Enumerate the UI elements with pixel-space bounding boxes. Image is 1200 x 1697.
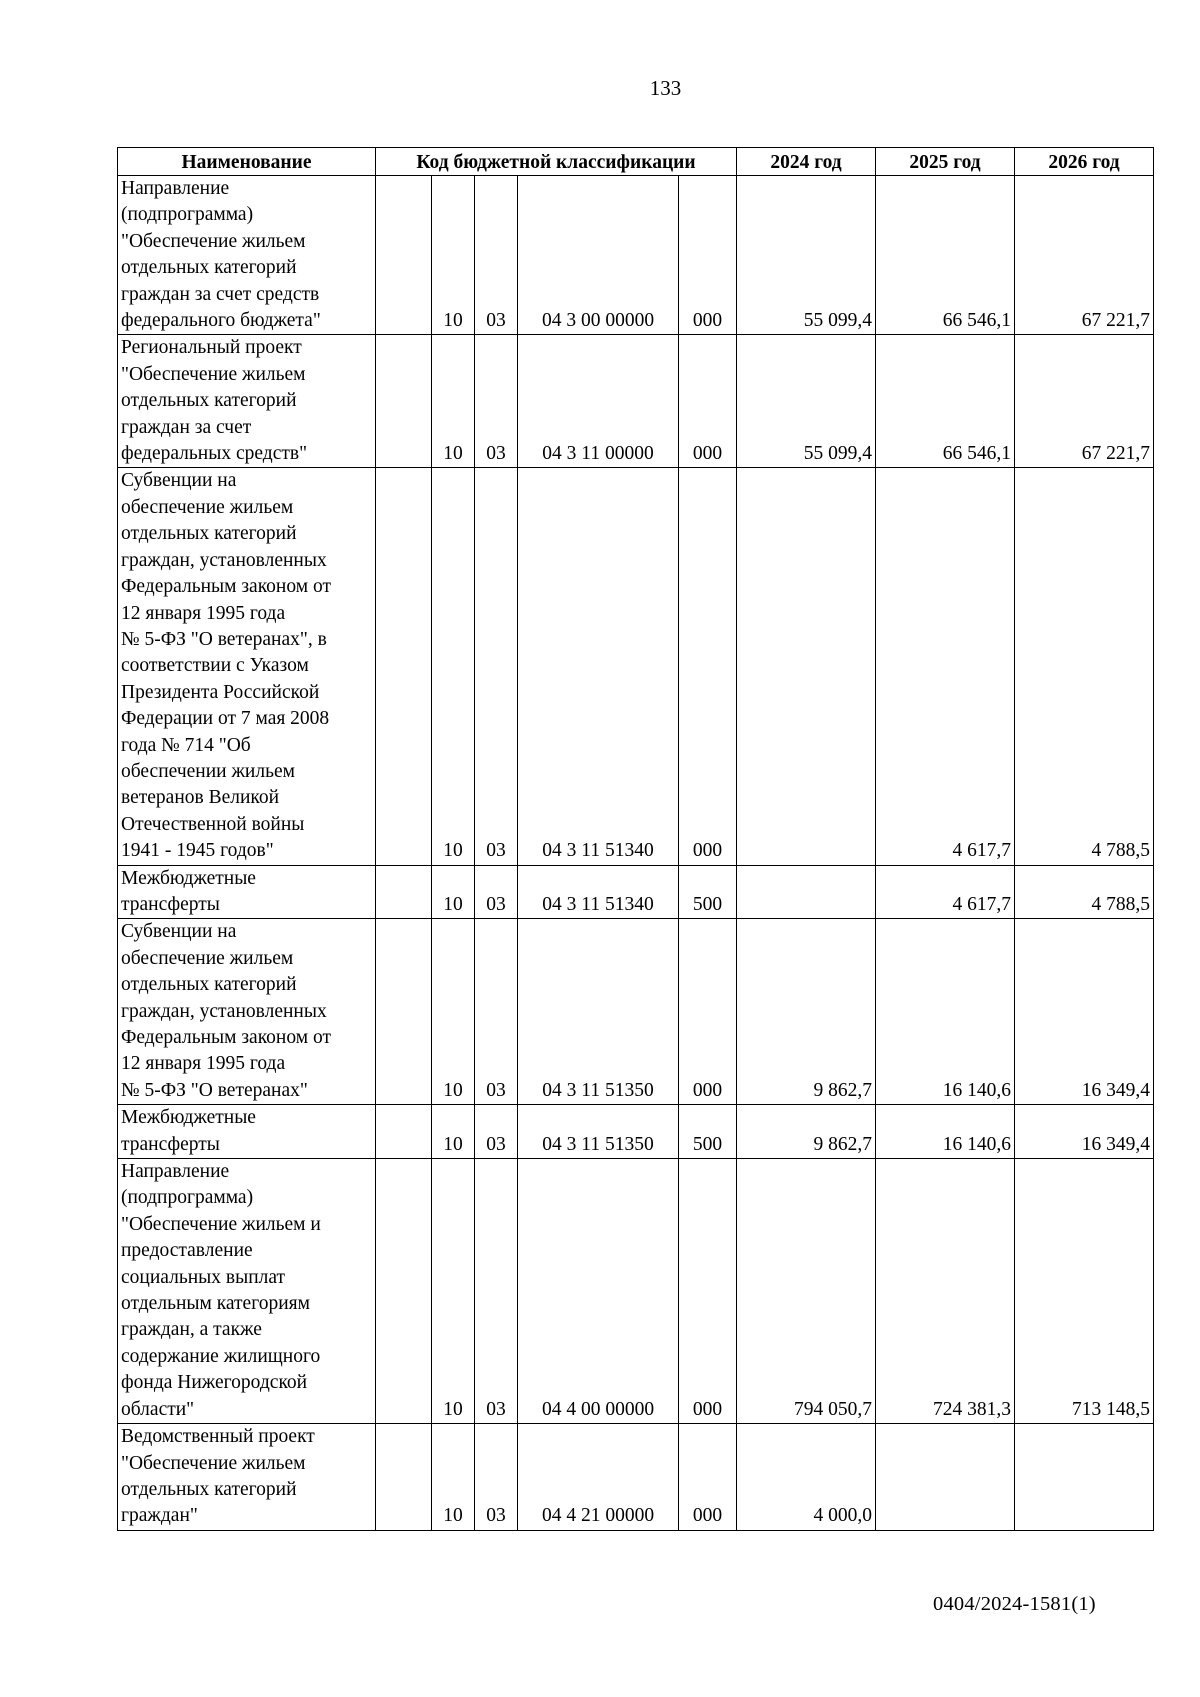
table-body (118, 176, 1154, 1531)
row-name-line: "Обеспечение жильем и (121, 1213, 321, 1235)
row-name-cell (118, 1424, 376, 1531)
row-name-line: Направление (121, 178, 230, 199)
row-name-line: граждан за счет (121, 416, 252, 438)
amount-2025-cell: 66 546,1 (876, 176, 1015, 335)
row-name-line: социальных выплат (121, 1266, 286, 1288)
section-code-cell: 10 (432, 919, 475, 1105)
row-name-line: граждан за счет средств (121, 283, 320, 305)
row-name-line: Межбюджетные (121, 1107, 256, 1129)
row-name-line: обеспечение жильем (121, 947, 294, 969)
subsection-code-cell: 03 (475, 335, 518, 468)
amount-2025-cell: 16 140,6 (876, 1105, 1015, 1159)
target-article-cell: 04 3 11 51340 (518, 865, 679, 919)
section-code-cell: 10 (432, 1105, 475, 1159)
subsection-code-cell: 03 (475, 1424, 518, 1531)
row-name-line: граждан" (121, 1505, 198, 1527)
target-article-cell: 04 3 00 00000 (518, 176, 679, 335)
amount-2024-cell: 9 862,7 (737, 1105, 876, 1159)
row-name-line: Федерации от 7 мая 2008 (121, 708, 330, 730)
amount-2025-cell: 4 617,7 (876, 865, 1015, 919)
row-name-line: граждан, а также (121, 1319, 262, 1341)
subsection-code-cell: 03 (475, 865, 518, 919)
row-name-line: области" (121, 1398, 195, 1420)
table-row (118, 919, 1154, 1105)
expense-type-cell: 500 (679, 865, 737, 919)
header-2026: 2026 год (1015, 148, 1154, 176)
row-name-line: Отечественной войны (121, 813, 305, 835)
row-name-line: "Обеспечение жильем (121, 363, 306, 385)
section-code-cell: 10 (432, 1424, 475, 1531)
code-blank-cell (376, 335, 432, 468)
amount-2026-cell: 4 788,5 (1015, 865, 1154, 919)
row-name-cell (118, 335, 376, 468)
row-name-line: Региональный проект (121, 337, 302, 359)
amount-2025-cell: 4 617,7 (876, 468, 1015, 865)
table-row (118, 468, 1154, 865)
code-blank-cell (376, 176, 432, 335)
code-blank-cell (376, 468, 432, 865)
row-name-cell (118, 1105, 376, 1159)
row-name-line: фонда Нижегородской (121, 1372, 308, 1394)
amount-2026-cell: 67 221,7 (1015, 335, 1154, 468)
subsection-code-cell: 03 (475, 1159, 518, 1424)
row-name-line: № 5-ФЗ "О ветеранах", в (121, 628, 327, 650)
amount-2026-cell: 16 349,4 (1015, 1105, 1154, 1159)
subsection-code-cell: 03 (475, 176, 518, 335)
row-name-line: отдельным категориям (121, 1293, 310, 1315)
target-article-cell: 04 3 11 51350 (518, 1105, 679, 1159)
subsection-code-cell: 03 (475, 1105, 518, 1159)
row-name-line: отдельных категорий (121, 390, 297, 412)
row-name-line: трансферты (121, 1133, 220, 1155)
row-name-cell (118, 176, 376, 335)
row-name-line: "Обеспечение жильем (121, 230, 306, 252)
row-name-line: года № 714 "Об (121, 734, 251, 756)
row-name-line: граждан, установленных (121, 1000, 327, 1022)
amount-2024-cell: 9 862,7 (737, 919, 876, 1105)
expense-type-cell: 500 (679, 1105, 737, 1159)
expense-type-cell: 000 (679, 468, 737, 865)
amount-2025-cell: 66 546,1 (876, 335, 1015, 468)
row-name-line: Субвенции на (121, 921, 237, 943)
target-article-cell: 04 4 21 00000 (518, 1424, 679, 1531)
table-row (118, 1105, 1154, 1159)
document-code: 0404/2024-1581(1) (933, 1593, 1096, 1615)
row-name-line: отдельных категорий (121, 974, 297, 996)
row-name-line: обеспечении жильем (121, 760, 295, 782)
amount-2024-cell: 794 050,7 (737, 1159, 876, 1424)
amount-2024-cell: 55 099,4 (737, 176, 876, 335)
row-name-line: Направление (121, 1161, 230, 1183)
row-name-line: федерального бюджета" (121, 310, 321, 332)
row-name-cell (118, 1159, 376, 1424)
table-row (118, 335, 1154, 468)
row-name-line: предоставление (121, 1240, 253, 1262)
section-code-cell: 10 (432, 865, 475, 919)
row-name-line: "Обеспечение жильем (121, 1452, 306, 1474)
code-blank-cell (376, 865, 432, 919)
subsection-code-cell: 03 (475, 468, 518, 865)
table-row (118, 865, 1154, 919)
amount-2026-cell: 67 221,7 (1015, 176, 1154, 335)
code-blank-cell (376, 1105, 432, 1159)
row-name-cell (118, 865, 376, 919)
header-name: Наименование (118, 148, 376, 176)
row-name-line: трансферты (121, 893, 220, 915)
row-name-line: (подпрограмма) (121, 204, 254, 226)
row-name-line: граждан, установленных (121, 549, 327, 571)
expense-type-cell: 000 (679, 335, 737, 468)
amount-2024-cell: 4 000,0 (737, 1424, 876, 1531)
row-name-line: 12 января 1995 года (121, 1053, 286, 1075)
amount-2026-cell: 4 788,5 (1015, 468, 1154, 865)
row-name-line: Субвенции на (121, 470, 237, 492)
amount-2025-cell (876, 1424, 1015, 1531)
code-blank-cell (376, 1159, 432, 1424)
row-name-line: 1941 - 1945 годов" (121, 840, 274, 862)
code-blank-cell (376, 1424, 432, 1531)
row-name-line: Федеральным законом от (121, 1027, 331, 1048)
row-name-line: Федеральным законом от (121, 576, 331, 598)
row-name-cell (118, 468, 376, 865)
page-number: 133 (649, 76, 682, 100)
table-row (118, 1159, 1154, 1424)
row-name-line: отдельных категорий (121, 1478, 297, 1500)
row-name-line: содержание жилищного (121, 1345, 321, 1367)
row-name-line: обеспечение жильем (121, 496, 294, 518)
amount-2026-cell: 16 349,4 (1015, 919, 1154, 1105)
header-2025: 2025 год (876, 148, 1015, 176)
header-2024: 2024 год (737, 148, 876, 176)
header-code: Код бюджетной классификации (376, 148, 737, 176)
row-name-line: Ведомственный проект (121, 1426, 315, 1448)
row-name-line: ветеранов Великой (121, 787, 280, 809)
row-name-cell (118, 919, 376, 1105)
row-name-line: соответствии с Указом (121, 655, 309, 677)
section-code-cell: 10 (432, 335, 475, 468)
subsection-code-cell: 03 (475, 919, 518, 1105)
section-code-cell: 10 (432, 176, 475, 335)
expense-type-cell: 000 (679, 176, 737, 335)
target-article-cell: 04 3 11 00000 (518, 335, 679, 468)
target-article-cell: 04 3 11 51350 (518, 919, 679, 1105)
row-name-line: 12 января 1995 года (121, 602, 286, 624)
expense-type-cell: 000 (679, 919, 737, 1105)
expense-type-cell: 000 (679, 1159, 737, 1424)
target-article-cell: 04 3 11 51340 (518, 468, 679, 865)
table-row (118, 176, 1154, 335)
row-name-line: Президента Российской (121, 681, 320, 703)
amount-2024-cell (737, 865, 876, 919)
row-name-line: отдельных категорий (121, 523, 297, 545)
row-name-line: отдельных категорий (121, 257, 297, 279)
row-name-line: федеральных средств" (121, 443, 308, 465)
amount-2026-cell: 713 148,5 (1015, 1159, 1154, 1424)
row-name-line: Межбюджетные (121, 867, 256, 889)
section-code-cell: 10 (432, 1159, 475, 1424)
amount-2024-cell (737, 468, 876, 865)
amount-2025-cell: 16 140,6 (876, 919, 1015, 1105)
amount-2026-cell (1015, 1424, 1154, 1531)
expense-type-cell: 000 (679, 1424, 737, 1531)
row-name-line: (подпрограмма) (121, 1187, 254, 1209)
budget-table (117, 147, 1154, 1531)
amount-2025-cell: 724 381,3 (876, 1159, 1015, 1424)
table-row (118, 1424, 1154, 1531)
section-code-cell: 10 (432, 468, 475, 865)
amount-2024-cell: 55 099,4 (737, 335, 876, 468)
table-header-row (118, 148, 1154, 176)
code-blank-cell (376, 919, 432, 1105)
target-article-cell: 04 4 00 00000 (518, 1159, 679, 1424)
row-name-line: № 5-ФЗ "О ветеранах" (121, 1079, 308, 1101)
